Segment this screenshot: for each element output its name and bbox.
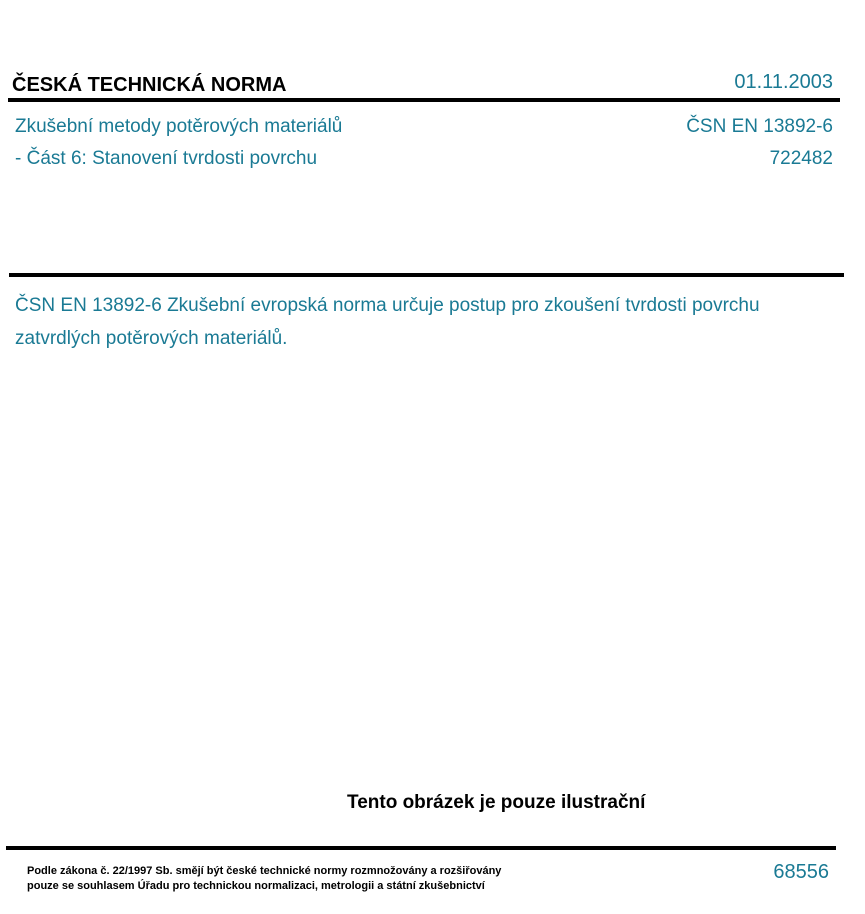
standard-title-line-1: Zkušební metody potěrových materiálů <box>15 116 343 137</box>
middle-divider <box>9 273 844 277</box>
legal-notice-line-1: Podle zákona č. 22/1997 Sb. smějí být české technické normy rozmnožovány a rozšiřovány <box>27 865 502 877</box>
standard-code: ČSN EN 13892-6 <box>686 116 833 137</box>
standard-title-line-2: - Část 6: Stanovení tvrdosti povrchu <box>15 148 318 169</box>
top-divider <box>8 98 840 102</box>
document-number: 68556 <box>773 861 829 883</box>
issue-date: 01.11.2003 <box>734 71 833 93</box>
catalog-number: 722482 <box>769 148 833 169</box>
bottom-divider <box>6 846 836 850</box>
legal-notice-line-2: pouze se souhlasem Úřadu pro technickou normalizaci, metrologii a státní zkušebnictví <box>27 880 485 892</box>
legal-notice <box>27 864 501 894</box>
document-heading: ČESKÁ TECHNICKÁ NORMA <box>12 74 287 96</box>
illustration-notice: Tento obrázek je pouze ilustrační <box>347 792 646 813</box>
standard-description: ČSN EN 13892-6 Zkušební evropská norma určuje postup pro zkoušení tvrdosti povrchu zatvrdlých potěrových materiálů. <box>15 295 760 349</box>
